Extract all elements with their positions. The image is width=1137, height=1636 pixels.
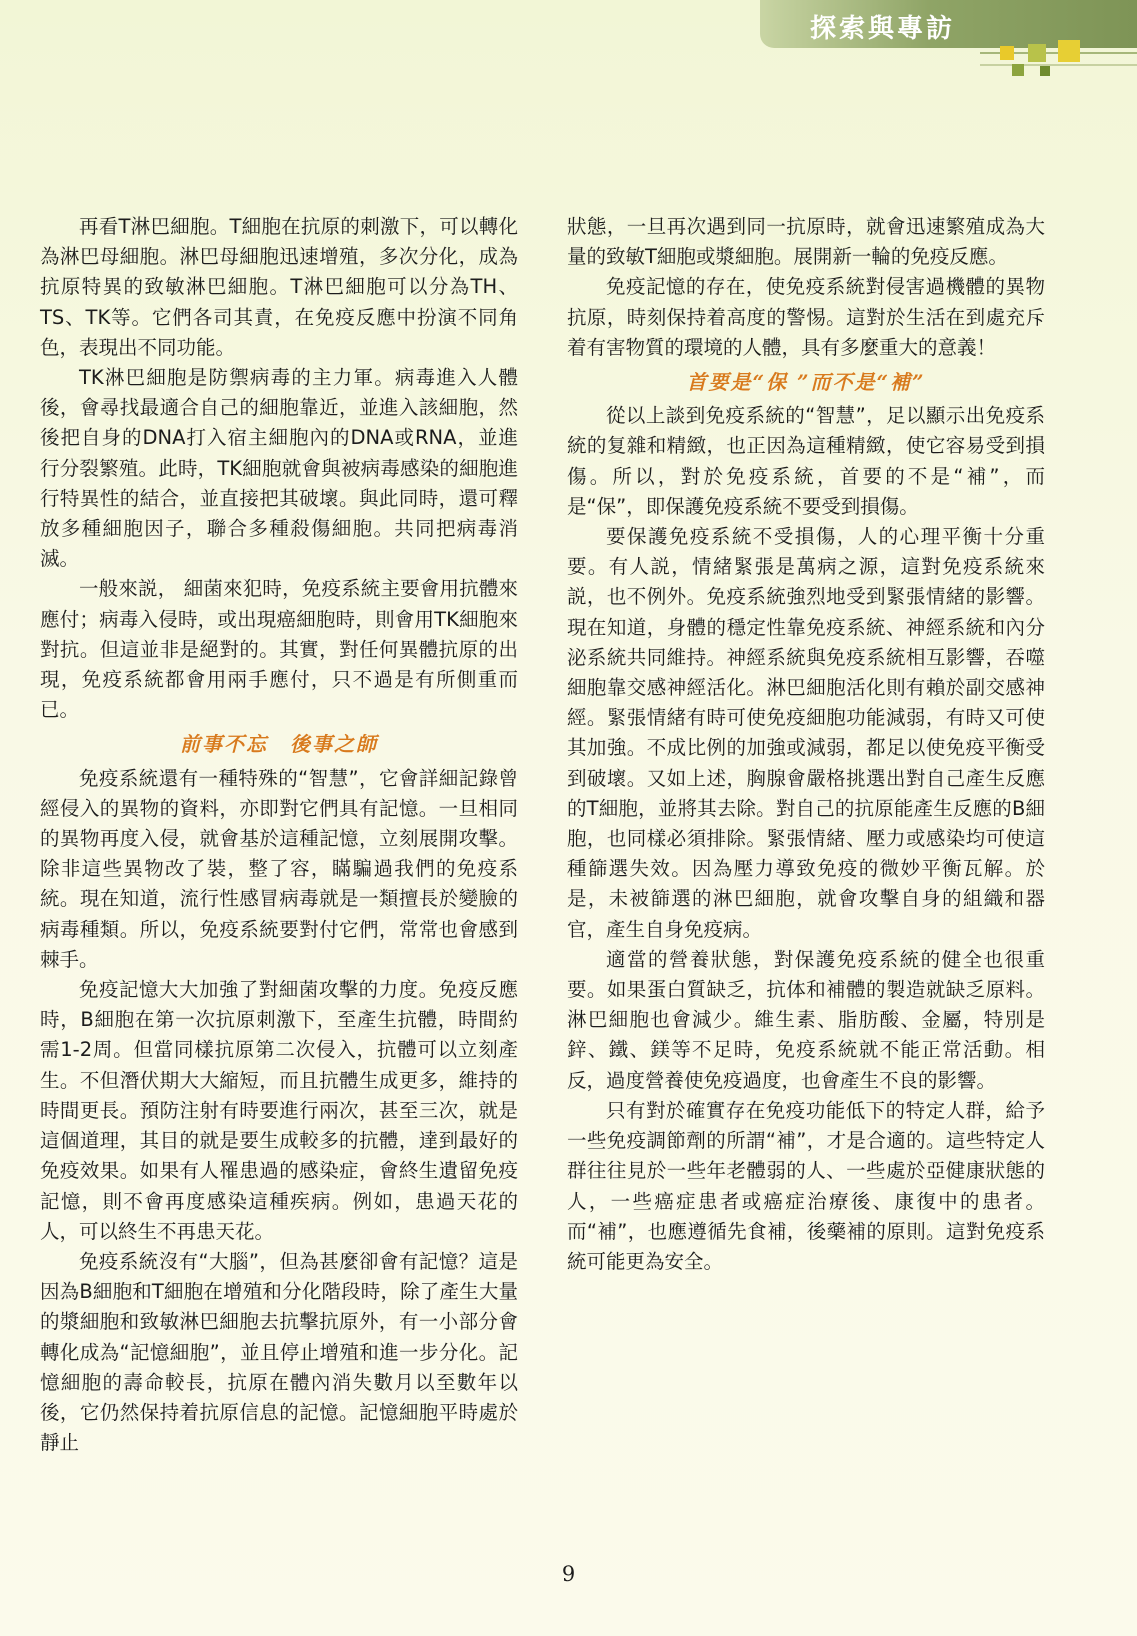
decor-square — [1012, 64, 1024, 76]
decor-square — [1000, 46, 1014, 60]
paragraph: 要保護免疫系統不受損傷，人的心理平衡十分重要。有人説，情緒緊張是萬病之源，這對免疫系統來説，也不例外。免疫系統強烈地受到緊張情緒的影響。現在知道，身體的穩定性靠免疫系統、神經系統和內分泌系統共同維持。神經系統與免疫系統相互影響，吞噬細胞靠交感神經活化。淋巴細胞活化則有賴於副交感神經。緊張情緒有時可使免疫細胞功能減弱，有時又可使其加強。不成比例的加強或減弱，都足以使免疫平衡受到破壞。又如上述，胸腺會嚴格挑選出對自己產生反應的T細胞，並將其去除。對自己的抗原能產生反應的B細胞，也同樣必須排除。緊張情緒、壓力或感染均可使這種篩選失效。因為壓力導致免疫的微妙平衡瓦解。於是，未被篩選的淋巴細胞，就會攻擊自身的組織和器官，產生自身免疫病。 — [567, 525, 1045, 941]
paragraph: 從以上談到免疫系統的“智慧”，足以顯示出免疫系統的复雜和精緻，也正因為這種精緻，使它容易受到損傷。所以，對於免疫系統，首要的不是“補”，而是“保”，即保護免疫系統不要受到損傷。 — [567, 404, 1045, 518]
decor-square — [1040, 66, 1050, 76]
paragraph: 免疫記憶的存在，使免疫系統對侵害過機體的異物抗原，時刻保持着高度的警惕。這對於生活在到處充斥着有害物質的環境的人體，具有多麼重大的意義！ — [567, 275, 1045, 359]
paragraph: 免疫系統還有一種特殊的“智慧”，它會詳細記錄曾經侵入的異物的資料，亦即對它們具有記憶。一旦相同的異物再度入侵，就會基於這種記憶，立刻展開攻擊。除非這些異物改了裝，整了容，瞞騙過我們的免疫系統。現在知道，流行性感冒病毒就是一類擅長於變臉的病毒種類。所以，免疫系統要對付它們，常常也會感到棘手。 — [40, 766, 518, 971]
paragraph: 只有對於確實存在免疫功能低下的特定人群，給予一些免疫調節劑的所謂“補”，才是合適的。這些特定人群往往見於一些年老體弱的人、一些處於亞健康狀態的人，一些癌症患者或癌症治療後、康復中的患者。而“補”，也應遵循先食補，後藥補的原則。這對免疫系統可能更為安全。 — [567, 1098, 1045, 1273]
subheading: 首要是“保 ”而不是“補” — [686, 370, 926, 395]
section-title: 探索與專訪 — [810, 14, 956, 44]
decor-square — [1028, 44, 1046, 62]
decor-square — [1058, 40, 1080, 62]
paragraph-continued: 狀態，一旦再次遇到同一抗原時，就會迅速繁殖成為大量的致敏T細胞或漿細胞。展開新一輪的免疫反應。 — [567, 215, 1045, 269]
paragraph: TK淋巴細胞是防禦病毒的主力軍。病毒進入人體後，會尋找最適合自己的細胞靠近，並進入該細胞，然後把自身的DNA打入宿主細胞內的DNA或RNA，並進行分裂繁殖。此時，TK細胞就會與被病毒感染的細胞進行特異性的結合，並直接把其破壞。與此同時，還可釋放多種細胞因子，聯合多種殺傷細胞。共同把病毒消滅。 — [40, 366, 518, 571]
paragraph: 免疫系統沒有“大腦”，但為甚麼卻會有記憶？這是因為B細胞和T細胞在增殖和分化階段時，除了產生大量的漿細胞和致敏淋巴細胞去抗擊抗原外，有一小部分會轉化成為“記憶細胞”，並且停止增殖和進一步分化。記憶細胞的壽命較長，抗原在體內消失數月以至數年以後，它仍然保持着抗原信息的記憶。記憶細胞平時處於靜止 — [40, 1249, 518, 1455]
paragraph: 再看T淋巴細胞。T細胞在抗原的刺激下，可以轉化為淋巴母細胞。淋巴母細胞迅速增殖，多次分化，成為抗原特異的致敏淋巴細胞。T淋巴細胞可以分為TH、TS、TK等。它們各司其責，在免疫反應中扮演不同角色，表現出不同功能。 — [40, 215, 518, 359]
paragraph: 一般來説， 細菌來犯時，免疫系統主要會用抗體來應付；病毒入侵時，或出現癌細胞時，則會用TK細胞來對抗。但這並非是絕對的。其實，對任何異體抗原的出現，免疫系統都會用兩手應付，只不過是有所側重而已。 — [40, 577, 518, 722]
paragraph: 免疫記憶大大加強了對細菌攻擊的力度。免疫反應時，B細胞在第一次抗原刺激下，至產生抗體，時間約需1-2周。但當同樣抗原第二次侵入，抗體可以立刻產生。不但潛伏期大大縮短，而且抗體生成更多，維持的時間更長。預防注射有時要進行兩次，甚至三次，就是這個道理，其目的就是要生成較多的抗體，達到最好的免疫效果。如果有人罹患過的感染症，會終生遺留免疫記憶，則不會再度感染這種疾病。例如，患過天花的人，可以終生不再患天花。 — [40, 978, 518, 1243]
paragraph: 適當的營養狀態，對保護免疫系統的健全也很重要。如果蛋白質缺乏，抗体和補體的製造就缺乏原料。淋巴細胞也會減少。維生素、脂肪酸、金屬，特別是鋅、鐵、鎂等不足時，免疫系統就不能正常活動。相反，過度營養使免疫過度，也會產生不良的影響。 — [567, 947, 1045, 1092]
subheading: 前事不忘 後事之師 — [180, 732, 378, 757]
page-number: 9 — [561, 1562, 576, 1586]
left-column — [40, 212, 518, 1458]
right-column — [567, 212, 1045, 1277]
